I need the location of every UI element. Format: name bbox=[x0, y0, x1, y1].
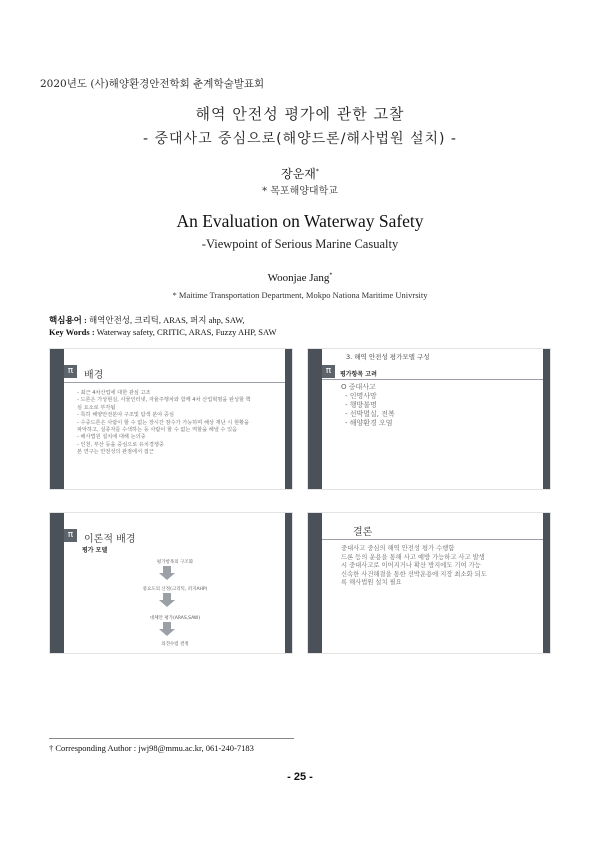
slide-divider bbox=[322, 539, 543, 540]
slide-body bbox=[77, 390, 282, 457]
pi-icon: π bbox=[322, 365, 335, 378]
flow-step: 의견수렴 결정 bbox=[161, 642, 189, 647]
page-number: - 25 - bbox=[287, 771, 313, 783]
slide-title: 이론적 배경 bbox=[84, 534, 136, 545]
footnote-mark: † bbox=[49, 743, 54, 753]
slide-line: O 중대사고 bbox=[341, 383, 376, 391]
author-korean-name: 장운재 bbox=[281, 167, 316, 181]
slide-title: 결론 bbox=[353, 527, 373, 538]
slide-right-bar bbox=[543, 349, 550, 489]
slide-right-bar bbox=[543, 513, 550, 653]
flow-step: 중요도의 산정(크리틱, 퍼지AHP) bbox=[142, 587, 208, 592]
pi-icon: π bbox=[64, 529, 77, 542]
slide-line: - 인천, 부산 등을 중심으로 유치경쟁중 bbox=[77, 441, 164, 448]
keywords-english bbox=[49, 327, 277, 337]
slide-theory bbox=[49, 512, 293, 654]
flow-step: 대체안 평가(ARAS,SAW) bbox=[149, 616, 201, 621]
slide-line: - 드론은 가상현실, 사물인터넷, 자율주행차와 함께 4차 산업혁명을 완성할 핵 bbox=[77, 397, 251, 404]
keywords-korean-text: 해역안전성, 크리틱, ARAS, 퍼지 ahp, SAW, bbox=[88, 315, 245, 325]
slide-line: - 해사법원 설치에 대해 논의중 bbox=[77, 434, 146, 441]
slide-line: - 최근 4차산업에 대한 관심 고조 bbox=[77, 390, 151, 396]
slide-right-bar bbox=[285, 349, 292, 489]
footnote-text: Corresponding Author : jwj98@mmu.ac.kr, 061-240-7183 bbox=[55, 743, 254, 753]
author-english bbox=[0, 272, 600, 284]
author-english-mark: * bbox=[329, 272, 333, 279]
keywords-korean bbox=[49, 314, 245, 326]
slide-line: - 특히 해양안전분야 구조및 탐색 분야 중심 bbox=[77, 412, 174, 419]
slide-heading: 평가 모델 bbox=[82, 547, 108, 554]
flow-step: 평가항목의 구조화 bbox=[156, 560, 194, 565]
slide-left-bar bbox=[50, 349, 64, 489]
slide-line: 신속한 사건해결을 통한 선박운용에 지장 최소화 되도 bbox=[341, 570, 487, 578]
slide-line: - 수중드론은 사람이 할 수 없는 장시간 잠수가 가능하며 해상 재난 시 현황을 bbox=[77, 419, 249, 426]
slide-line: 중대사고 중심의 해역 안전성 평가 수행함 bbox=[341, 545, 455, 552]
footnote-divider bbox=[49, 738, 294, 739]
pi-icon: π bbox=[64, 365, 77, 378]
slide-line: 심 요소로 부각됨 bbox=[77, 404, 116, 411]
author-korean bbox=[0, 165, 600, 182]
keywords-english-text: Waterway safety, CRITIC, ARAS, Fuzzy AHP, SAW bbox=[96, 327, 277, 337]
title-english: An Evaluation on Waterway Safety bbox=[176, 211, 424, 231]
slide-body bbox=[341, 545, 541, 588]
slide-line: 록 해사법원 설치 필요 bbox=[341, 579, 402, 587]
slide-conclusion bbox=[307, 512, 551, 654]
subtitle-korean: - 중대사고 중심으로(해양드론/해사법원 설치) - bbox=[143, 131, 457, 147]
slide-line: - 선박멸실, 전복 bbox=[345, 410, 395, 418]
slide-divider bbox=[322, 379, 543, 380]
slide-top-title: 3. 해역 안전성 평가모델 구성 bbox=[346, 353, 430, 361]
keywords-english-label: Key Words : bbox=[49, 327, 95, 337]
slide-line: 드론 등의 운용을 통해 사고 예방 가능하고 사고 발생 bbox=[341, 553, 485, 561]
title-korean: 해역 안전성 평가에 관한 고찰 bbox=[195, 105, 405, 123]
slide-divider bbox=[64, 382, 285, 383]
footnote bbox=[49, 743, 254, 753]
affiliation-korean: * 목포해양대학교 bbox=[262, 186, 338, 197]
slide-line: 시 중대사고로 이어지거나 확산 방지에도 기여 가능 bbox=[341, 562, 481, 570]
subtitle-english: -Viewpoint of Serious Marine Casualty bbox=[201, 237, 399, 251]
slide-left-bar bbox=[308, 349, 322, 489]
slide-line: - 인명사망 bbox=[345, 392, 377, 400]
slide-evaluation-model bbox=[307, 348, 551, 490]
slide-line: 본 연구는 안전성의 관점에서 접근 bbox=[77, 449, 154, 456]
keywords-korean-label: 핵심용어 : bbox=[49, 315, 87, 325]
author-korean-mark: * bbox=[315, 168, 319, 175]
slide-left-bar bbox=[50, 513, 64, 653]
slide-line: - 해양환경 오염 bbox=[345, 419, 393, 427]
slide-body bbox=[341, 383, 521, 428]
slide-background bbox=[49, 348, 293, 490]
slide-line: - 행방불명 bbox=[345, 401, 377, 409]
slide-left-bar bbox=[308, 513, 322, 653]
slide-right-bar bbox=[285, 513, 292, 653]
slide-heading: 평가항목 고려 bbox=[340, 371, 377, 378]
affiliation-english: * Maitime Transportation Department, Mokpo Nationa Maritime Univrsity bbox=[172, 290, 428, 300]
slide-title: 배경 bbox=[84, 370, 104, 381]
author-english-name: Woonjae Jang bbox=[267, 272, 330, 284]
conference-header: 2020년도 (사)해양환경안전학회 춘계학술발표회 bbox=[40, 78, 265, 90]
slide-line: 파악하고, 실종자를 수색하는 등 사람이 할 수 없는 역할을 해낼 수 있음 bbox=[77, 427, 238, 434]
